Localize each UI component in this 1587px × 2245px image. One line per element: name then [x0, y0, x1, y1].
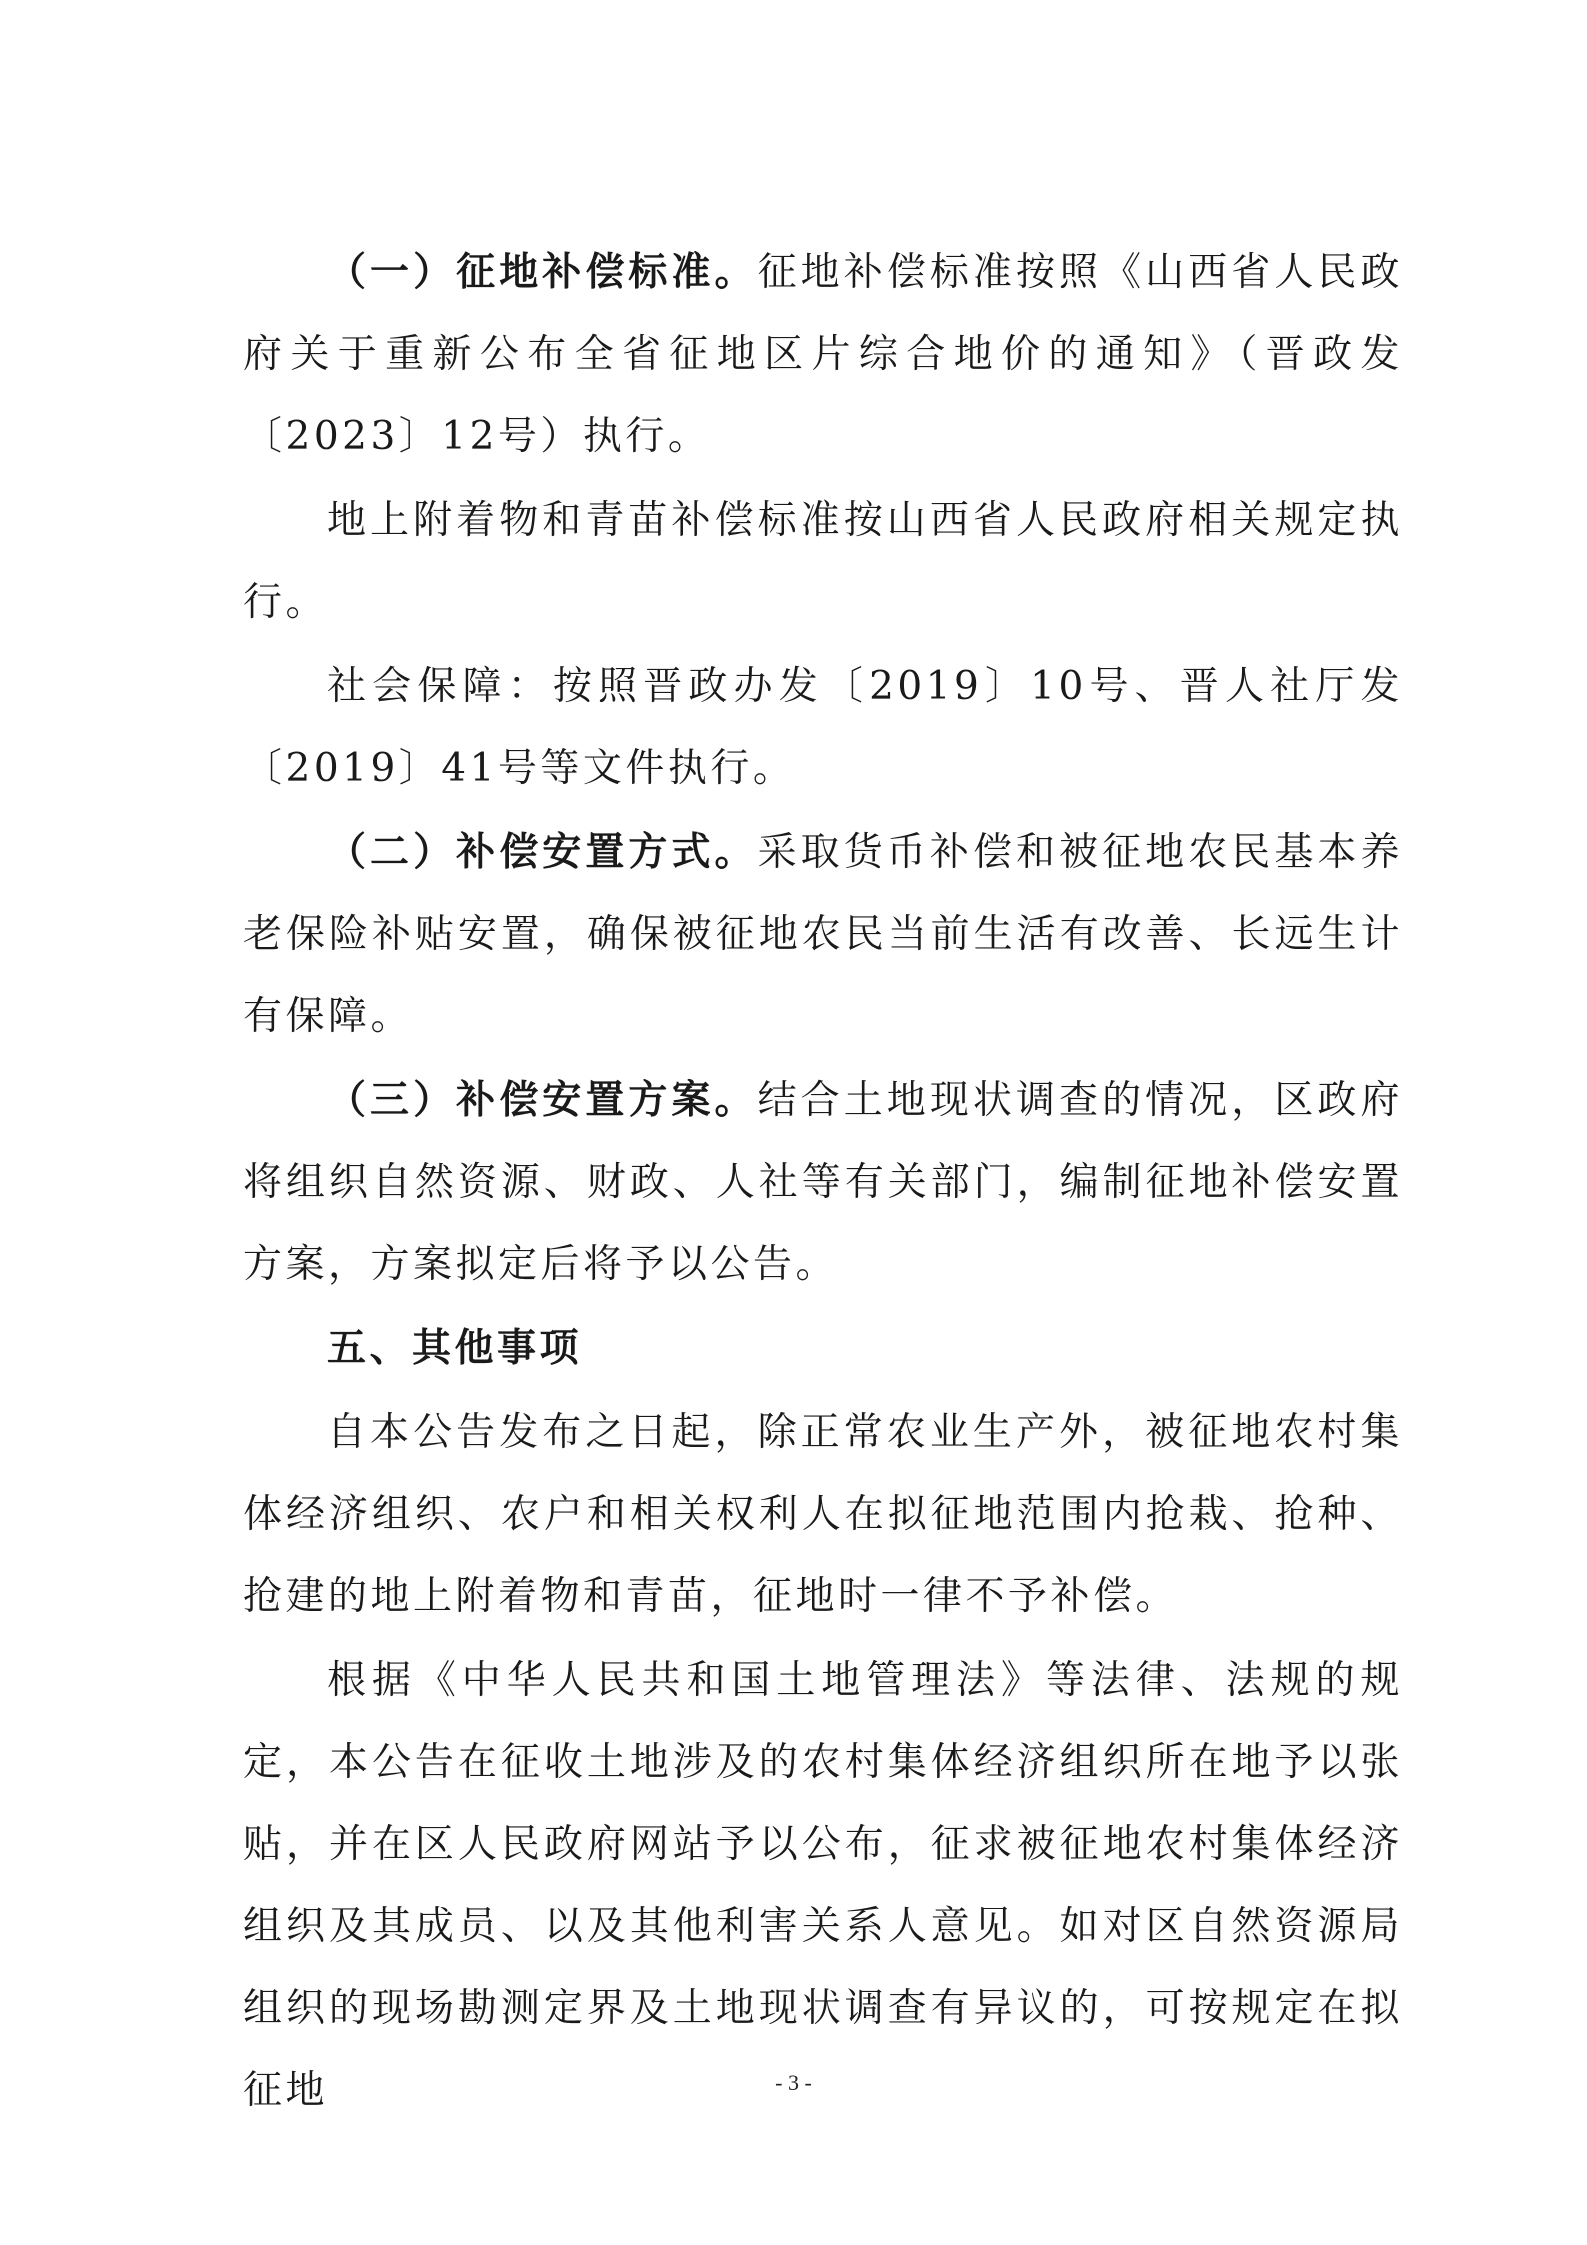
paragraph-text: 采取货币补偿和被征地农民基本养老保险补贴安置，确保被征地农民当前生活有改善、长远生计有保障。 — [243, 830, 1403, 1039]
paragraph-attachments-compensation — [243, 480, 1403, 644]
paragraph-social-security — [243, 646, 1403, 810]
paragraph-text: 结合土地现状调查的情况，区政府将组织自然资源、财政、人社等有关部门，编制征地补偿安置方案，方案拟定后将予以公告。 — [243, 1078, 1403, 1287]
paragraph-lead: （一）征地补偿标准。 — [327, 250, 758, 295]
paragraph-resettlement-method — [243, 812, 1403, 1058]
document-body — [243, 232, 1403, 2134]
paragraph-lead: （二）补偿安置方式。 — [327, 830, 758, 875]
paragraph-text: 地上附着物和青苗补偿标准按山西省人民政府相关规定执行。 — [243, 498, 1403, 625]
section-heading-other-matters: 五、其他事项 — [327, 1326, 583, 1371]
paragraph-legal-basis — [243, 1640, 1403, 2132]
paragraph-text: 征地补偿标准按照《山西省人民政府关于重新公布全省征地区片综合地价的通知》（晋政发〔2023〕12号）执行。 — [243, 250, 1403, 459]
paragraph-resettlement-plan — [243, 1060, 1403, 1306]
paragraph-compensation-standard — [243, 232, 1403, 478]
page-number: - 3 - — [775, 2070, 812, 2095]
paragraph-lead: （三）补偿安置方案。 — [327, 1078, 758, 1123]
paragraph-text: 自本公告发布之日起，除正常农业生产外，被征地农村集体经济组织、农户和相关权利人在拟征地范围内抢栽、抢种、抢建的地上附着物和青苗，征地时一律不予补偿。 — [243, 1410, 1403, 1619]
paragraph-text: 根据《中华人民共和国土地管理法》等法律、法规的规定，本公告在征收土地涉及的农村集体经济组织所在地予以张贴，并在区人民政府网站予以公布，征求被征地农村集体经济组织及其成员、以及其他利害关系人意见。如对区自然资源局组织的现场勘测定界及土地现状调查有异议的，可按规定在拟征地 — [243, 1658, 1403, 2113]
paragraph-no-compensation-notice — [243, 1392, 1403, 1638]
paragraph-text: 社会保障：按照晋政办发〔2019〕10号、晋人社厅发〔2019〕41号等文件执行。 — [243, 664, 1403, 791]
